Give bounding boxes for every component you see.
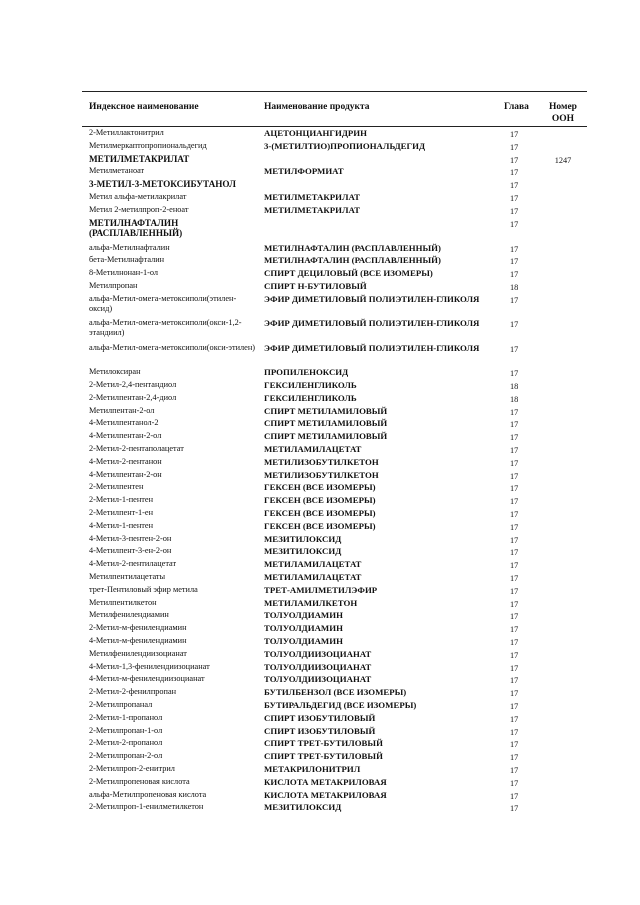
table-row [0,801,640,814]
product-name-cell: МЕТИЛИЗОБУТИЛКЕТОН [264,469,379,480]
product-name-cell: ПРОПИЛЕНОКСИД [264,367,349,378]
product-name-cell: СПИРТ ИЗОБУТИЛОВЫЙ [264,712,376,723]
table-row [0,242,640,255]
index-name-cell: Метилоксиран [89,367,141,377]
chapter-cell: 18 [510,394,519,404]
chapter-cell: 17 [510,804,519,814]
product-name-cell: МЕТИЛАМИЛКЕТОН [264,597,358,608]
table-row [0,127,640,140]
table-row [0,140,640,153]
product-name-cell: СПИРТ МЕТИЛАМИЛОВЫЙ [264,418,388,429]
index-name-cell: 2-Метил-м-фенилендиамин [89,623,187,633]
product-name-cell: ГЕКСЕН (ВСЕ ИЗОМЕРЫ) [264,495,376,506]
chapter-cell: 17 [510,206,519,216]
table-body [0,127,640,814]
index-name-cell: 2-Метилпропеновая кислота [89,776,190,786]
product-name-cell: ГЕКСИЛЕНГЛИКОЛЬ [264,380,357,391]
table-top-rule [82,91,587,92]
chapter-cell: 17 [510,561,519,571]
index-name-cell: альфа-Метилпропеновая кислота [89,789,207,799]
table-row [0,430,640,443]
product-name-cell: ГЕКСЕН (ВСЕ ИЗОМЕРЫ) [264,520,376,531]
index-name-cell: 8-Метилнонан-1-ол [89,268,159,278]
product-name-cell: ЭФИР ДИМЕТИЛОВЫЙ ПОЛИЭТИЛЕН-ГЛИКОЛЯ [264,342,480,353]
chapter-cell: 17 [510,458,519,468]
index-name-cell: 3-МЕТИЛ-3-МЕТОКСИБУТАНОЛ [89,179,236,190]
index-name-cell: Метилфенилендиизоцианат [89,648,187,658]
chapter-cell: 17 [510,130,519,139]
chapter-cell: 17 [510,791,519,801]
table-row [0,750,640,763]
chapter-cell: 17 [510,510,519,520]
index-name-cell: Метил альфа-метилакрилат [89,191,187,201]
index-name-cell: 2-Метил-2-фенилпропан [89,687,177,697]
product-name-cell: МЕЗИТИЛОКСИД [264,546,342,557]
product-name-cell: ТОЛУОЛДИИЗОЦИАНАТ [264,661,372,672]
index-name-cell: Метилфенилендиамин [89,610,169,620]
table-row [0,342,640,367]
table-row [0,481,640,494]
header-product-name: Наименование продукта [264,102,370,112]
chapter-cell: 17 [510,433,519,443]
chapter-cell: 17 [510,244,519,254]
chapter-cell: 17 [510,484,519,494]
table-row [0,533,640,546]
product-name-cell: БУТИРАЛЬДЕГИД (ВСЕ ИЗОМЕРЫ) [264,699,417,710]
product-name-cell: МЕЗИТИЛОКСИД [264,802,342,813]
index-name-cell: МЕТИЛМЕТАКРИЛАТ [89,153,190,164]
product-name-cell: СПИРТ Н-БУТИЛОВЫЙ [264,280,367,291]
table-row [0,584,640,597]
product-name-cell: МЕТИЛФОРМИАТ [264,166,344,177]
chapter-cell: 17 [510,574,519,584]
table-row [0,737,640,750]
table-row [0,520,640,533]
table-row [0,165,640,178]
chapter-cell: 17 [510,168,519,178]
index-name-cell: 4-Метил-2-пентилацетат [89,559,177,569]
product-name-cell: КИСЛОТА МЕТАКРИЛОВАЯ [264,789,387,800]
table-row [0,789,640,802]
product-name-cell: МЕТИЛНАФТАЛИН (РАСПЛАВЛЕННЫЙ) [264,242,441,253]
index-name-cell: Метилпентан-2-ол [89,405,155,415]
table-row [0,545,640,558]
table-row [0,379,640,392]
index-name-cell: 4-Метилпентан-2-он [89,469,162,479]
product-name-cell: СПИРТ ТРЕТ-БУТИЛОВЫЙ [264,751,383,762]
chapter-cell: 17 [510,586,519,596]
chapter-cell: 17 [510,471,519,481]
index-name-cell: 4-Метил-3-пентен-2-он [89,533,172,543]
index-name-cell: 2-Метилпентан-2,4-диол [89,392,177,402]
table-row [0,648,640,661]
un-number-cell: 1247 [554,155,572,165]
product-name-cell: МЕТИЛИЗОБУТИЛКЕТОН [264,456,379,467]
product-name-cell: МЕТАКРИЛОНИТРИЛ [264,763,361,774]
table-row [0,178,640,191]
table-row [0,507,640,520]
chapter-cell: 17 [510,663,519,673]
index-name-cell: альфа-Метил-омега-метоксиполи(окси-1,2-этандиил) [89,318,242,338]
index-name-cell: трет-Пентиловый эфир метила [89,584,198,594]
chapter-cell: 18 [510,282,519,292]
chapter-cell: 17 [510,714,519,724]
product-name-cell: ЭФИР ДИМЕТИЛОВЫЙ ПОЛИЭТИЛЕН-ГЛИКОЛЯ [264,318,480,329]
product-name-cell: ТОЛУОЛДИИЗОЦИАНАТ [264,674,372,685]
product-name-cell: БУТИЛБЕНЗОЛ (ВСЕ ИЗОМЕРЫ) [264,687,407,698]
product-name-cell: ТОЛУОЛДИАМИН [264,610,343,621]
index-name-cell: Метилмеркаптопропиональдегид [89,140,207,150]
chapter-cell: 17 [510,676,519,686]
table-row [0,686,640,699]
index-name-cell: альфа-Метил-омега-метоксиполи(этилен-оксид) [89,293,237,313]
table-row [0,204,640,217]
product-name-cell: КИСЛОТА МЕТАКРИЛОВАЯ [264,776,387,787]
index-name-cell: 2-Метилпентен [89,482,144,492]
index-name-cell: 2-Метил-1-пропанол [89,712,163,722]
product-name-cell: СПИРТ ТРЕТ-БУТИЛОВЫЙ [264,738,383,749]
table-row [0,571,640,584]
chapter-cell: 17 [510,320,519,330]
chapter-cell: 17 [510,295,519,305]
table-row [0,443,640,456]
chapter-cell: 17 [510,344,519,354]
chapter-cell: 17 [510,407,519,417]
table-row [0,609,640,622]
product-name-cell: ТОЛУОЛДИИЗОЦИАНАТ [264,648,372,659]
chapter-cell: 17 [510,181,519,191]
product-name-cell: ЭФИР ДИМЕТИЛОВЫЙ ПОЛИЭТИЛЕН-ГЛИКОЛЯ [264,293,480,304]
chapter-cell: 17 [510,142,519,152]
index-name-cell: 4-Метилпент-3-ен-2-он [89,546,172,556]
chapter-cell: 17 [510,257,519,267]
chapter-cell: 17 [510,219,519,229]
index-name-cell: альфа-Метил-омега-метоксиполи(окси-этилен) [89,342,256,352]
table-row [0,661,640,674]
table-row [0,317,640,342]
index-name-cell: 2-Метилпроп-1-енилметилкетон [89,802,204,812]
table-row [0,673,640,686]
table-row [0,280,640,293]
product-name-cell: МЕТИЛАМИЛАЦЕТАТ [264,572,362,583]
chapter-cell: 17 [510,548,519,558]
index-name-cell: 2-Метилпропан-1-ол [89,725,163,735]
index-name-cell: 4-Метил-2-пентанон [89,456,162,466]
chapter-cell: 17 [510,765,519,775]
index-name-cell: 2-Метил-2-пропанол [89,738,163,748]
header-index-name: Индексное наименование [89,102,199,112]
table-row [0,267,640,280]
table-row [0,217,640,242]
index-name-cell: Метилметаноат [89,166,145,176]
index-name-cell: 4-Метил-м-фенилендиамин [89,636,187,645]
chapter-cell: 17 [510,193,519,203]
table-row [0,725,640,738]
product-name-cell: СПИРТ ИЗОБУТИЛОВЫЙ [264,725,376,736]
table-row [0,494,640,507]
product-name-cell: 3-(МЕТИЛТИО)ПРОПИОНАЛЬДЕГИД [264,140,426,151]
table-row [0,776,640,789]
chapter-cell: 17 [510,155,519,165]
table-row [0,392,640,405]
chapter-cell: 17 [510,778,519,788]
index-name-cell: 2-Метилпент-1-ен [89,508,154,518]
index-name-cell: 2-Метилпропан-2-ол [89,751,163,761]
table-row [0,293,640,318]
table-row [0,699,640,712]
chapter-cell: 17 [510,522,519,532]
index-name-cell: МЕТИЛНАФТАЛИН (РАСПЛАВЛЕННЫЙ) [89,217,183,239]
chapter-cell: 17 [510,612,519,622]
table-row [0,635,640,648]
table-row [0,417,640,430]
product-name-cell: АЦЕТОНЦИАНГИДРИН [264,128,367,138]
chapter-cell: 17 [510,270,519,280]
index-name-cell: 4-Метил-1,3-фенилендиизоцианат [89,661,210,671]
product-name-cell: СПИРТ ДЕЦИЛОВЫЙ (ВСЕ ИЗОМЕРЫ) [264,268,433,279]
index-name-cell: 2-Метил-2-пентаполацетат [89,444,184,454]
index-name-cell: Метилпентилкетон [89,597,157,607]
product-name-cell: МЕТИЛМЕТАКРИЛАТ [264,191,360,202]
product-name-cell: СПИРТ МЕТИЛАМИЛОВЫЙ [264,405,388,416]
chapter-cell: 17 [510,599,519,609]
table-row [0,763,640,776]
index-name-cell: 4-Метил-1-пентен [89,520,154,530]
chapter-cell: 17 [510,625,519,635]
chapter-cell: 17 [510,420,519,430]
table-row [0,712,640,725]
chapter-cell: 17 [510,369,519,379]
table-row [0,597,640,610]
chapter-cell: 17 [510,753,519,763]
chapter-cell: 17 [510,689,519,699]
chapter-cell: 17 [510,497,519,507]
table-row [0,254,640,267]
product-name-cell: ГЕКСИЛЕНГЛИКОЛЬ [264,392,357,403]
index-name-cell: 4-Метилпентан-2-ол [89,431,162,441]
product-name-cell: МЕЗИТИЛОКСИД [264,533,342,544]
table-row [0,469,640,482]
product-name-cell: МЕТИЛМЕТАКРИЛАТ [264,204,360,215]
product-name-cell: ГЕКСЕН (ВСЕ ИЗОМЕРЫ) [264,482,376,493]
chapter-cell: 17 [510,638,519,647]
index-name-cell: альфа-Метилнафталин [89,242,170,252]
product-name-cell: ТРЕТ-АМИЛМЕТИЛЭФИР [264,584,378,595]
chapter-cell: 17 [510,446,519,456]
product-name-cell: МЕТИЛАМИЛАЦЕТАТ [264,444,362,455]
index-name-cell: Метилпропан [89,280,138,290]
header-un-number: Номер ООН [549,102,577,124]
index-name-cell: Метилпентилацетаты [89,572,166,582]
product-name-cell: ГЕКСЕН (ВСЕ ИЗОМЕРЫ) [264,508,376,519]
product-name-cell: ТОЛУОЛДИАМИН [264,623,343,634]
index-name-cell: 2-Метиллактонитрил [89,128,164,137]
product-name-cell: ТОЛУОЛДИАМИН [264,636,343,646]
table-row [0,558,640,571]
index-name-cell: 4-Метилпентанол-2 [89,418,159,428]
chapter-cell: 17 [510,727,519,737]
product-name-cell: МЕТИЛАМИЛАЦЕТАТ [264,559,362,570]
chapter-cell: 17 [510,740,519,750]
product-name-cell: МЕТИЛНАФТАЛИН (РАСПЛАВЛЕННЫЙ) [264,255,441,266]
index-name-cell: Метил 2-метилпроп-2-еноат [89,204,189,214]
chapter-cell: 17 [510,535,519,545]
index-name-cell: 2-Метил-2,4-пентандиол [89,380,177,390]
table-row [0,622,640,635]
chapter-cell: 18 [510,382,519,392]
index-name-cell: 2-Метил-1-пентен [89,495,154,505]
table-row [0,153,640,166]
table-row [0,456,640,469]
table-row [0,191,640,204]
chapter-cell: 17 [510,701,519,711]
index-name-cell: бета-Метилнафталин [89,255,165,265]
table-row [0,366,640,379]
product-name-cell: СПИРТ МЕТИЛАМИЛОВЫЙ [264,431,388,442]
index-name-cell: 4-Метил-м-фенилендиизоцианат [89,674,205,684]
chapter-cell: 17 [510,650,519,660]
index-name-cell: 2-Метилпропанал [89,699,153,709]
index-name-cell: 2-Метилпроп-2-енитрил [89,763,175,773]
header-chapter: Глава [504,102,529,112]
table-row [0,405,640,418]
